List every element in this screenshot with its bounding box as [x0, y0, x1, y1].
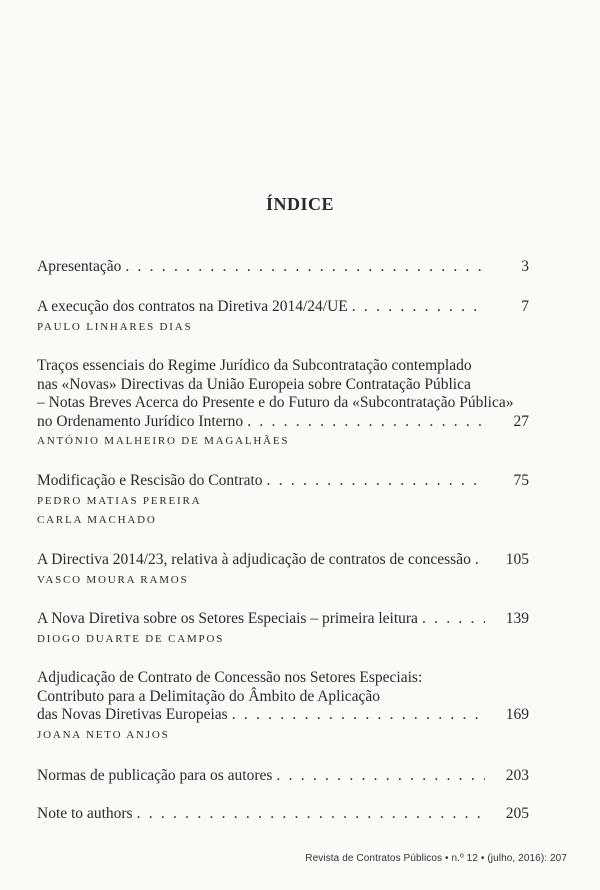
toc-entry[interactable]: [37, 551, 529, 589]
toc-entry[interactable]: [37, 669, 529, 744]
toc-entry[interactable]: [37, 805, 529, 824]
dot-leader: [125, 258, 485, 277]
index-title: ÍNDICE: [265, 194, 334, 214]
page-number: 3: [521, 258, 529, 275]
author-name: CARLA MACHADO: [37, 513, 157, 526]
page-number: 203: [505, 767, 529, 784]
entry-title: A execução dos contratos na Diretiva 2014/24/UE: [37, 298, 348, 315]
dot-leader: [475, 551, 485, 570]
author-name: VASCO MOURA RAMOS: [37, 573, 189, 586]
page-footer: Revista de Contratos Públicos • n.º 12 • (julho, 2016): 207: [305, 853, 567, 864]
toc-entry[interactable]: [37, 472, 529, 529]
author-name: PEDRO MATIAS PEREIRA: [37, 494, 202, 507]
entry-title: Apresentação: [37, 258, 122, 275]
entry-title-line: – Notas Breves Acerca do Presente e do Futuro da «Subcontratação Pública»: [37, 394, 514, 411]
page-number: 139: [505, 610, 529, 627]
dot-leader: [276, 767, 485, 786]
toc-entry[interactable]: [37, 767, 529, 786]
entry-title-line: Adjudicação de Contrato de Concessão nos Setores Especiais:: [37, 669, 423, 686]
entry-title-line: nas «Novas» Directivas da União Europeia sobre Contratação Pública: [37, 375, 471, 393]
page-number: 169: [505, 706, 529, 723]
entry-title-line: Contributo para a Delimitação do Âmbito de Aplicação: [37, 687, 381, 705]
dot-leader: [422, 610, 485, 629]
author-name: PAULO LINHARES DIAS: [37, 320, 193, 333]
page-number: 205: [505, 805, 529, 822]
entry-title-line: das Novas Diretivas Europeias: [37, 706, 228, 723]
toc-entry[interactable]: [37, 258, 529, 277]
author-name: DIOGO DUARTE DE CAMPOS: [37, 632, 225, 645]
entry-title: A Directiva 2014/23, relativa à adjudicação de contratos de concessão: [37, 551, 471, 568]
toc-entry[interactable]: [37, 298, 529, 336]
entry-title: Modificação e Rescisão do Contrato: [37, 472, 263, 489]
entry-title-line: no Ordenamento Jurídico Interno: [37, 412, 244, 430]
entry-title: Normas de publicação para os autores: [37, 767, 273, 784]
page-number: 105: [505, 551, 529, 568]
page-number: 75: [513, 472, 529, 489]
dot-leader: [352, 298, 485, 317]
dot-leader: [247, 413, 485, 432]
page-number: 7: [521, 298, 529, 315]
entry-title-line: Traços essenciais do Regime Jurídico da Subcontratação contemplado: [37, 357, 472, 374]
dot-leader: [267, 472, 485, 491]
dot-leader: [137, 805, 485, 824]
author-name: JOANA NETO ANJOS: [37, 728, 170, 741]
toc-entry[interactable]: [37, 610, 529, 648]
entry-title: Note to authors: [37, 805, 133, 822]
toc-entry[interactable]: [37, 357, 529, 450]
dot-leader: [232, 706, 485, 725]
page-number: 27: [513, 412, 529, 430]
author-name: ANTÓNIO MALHEIRO DE MAGALHÃES: [37, 435, 290, 447]
entry-title: A Nova Diretiva sobre os Setores Especiais – primeira leitura: [37, 610, 418, 627]
